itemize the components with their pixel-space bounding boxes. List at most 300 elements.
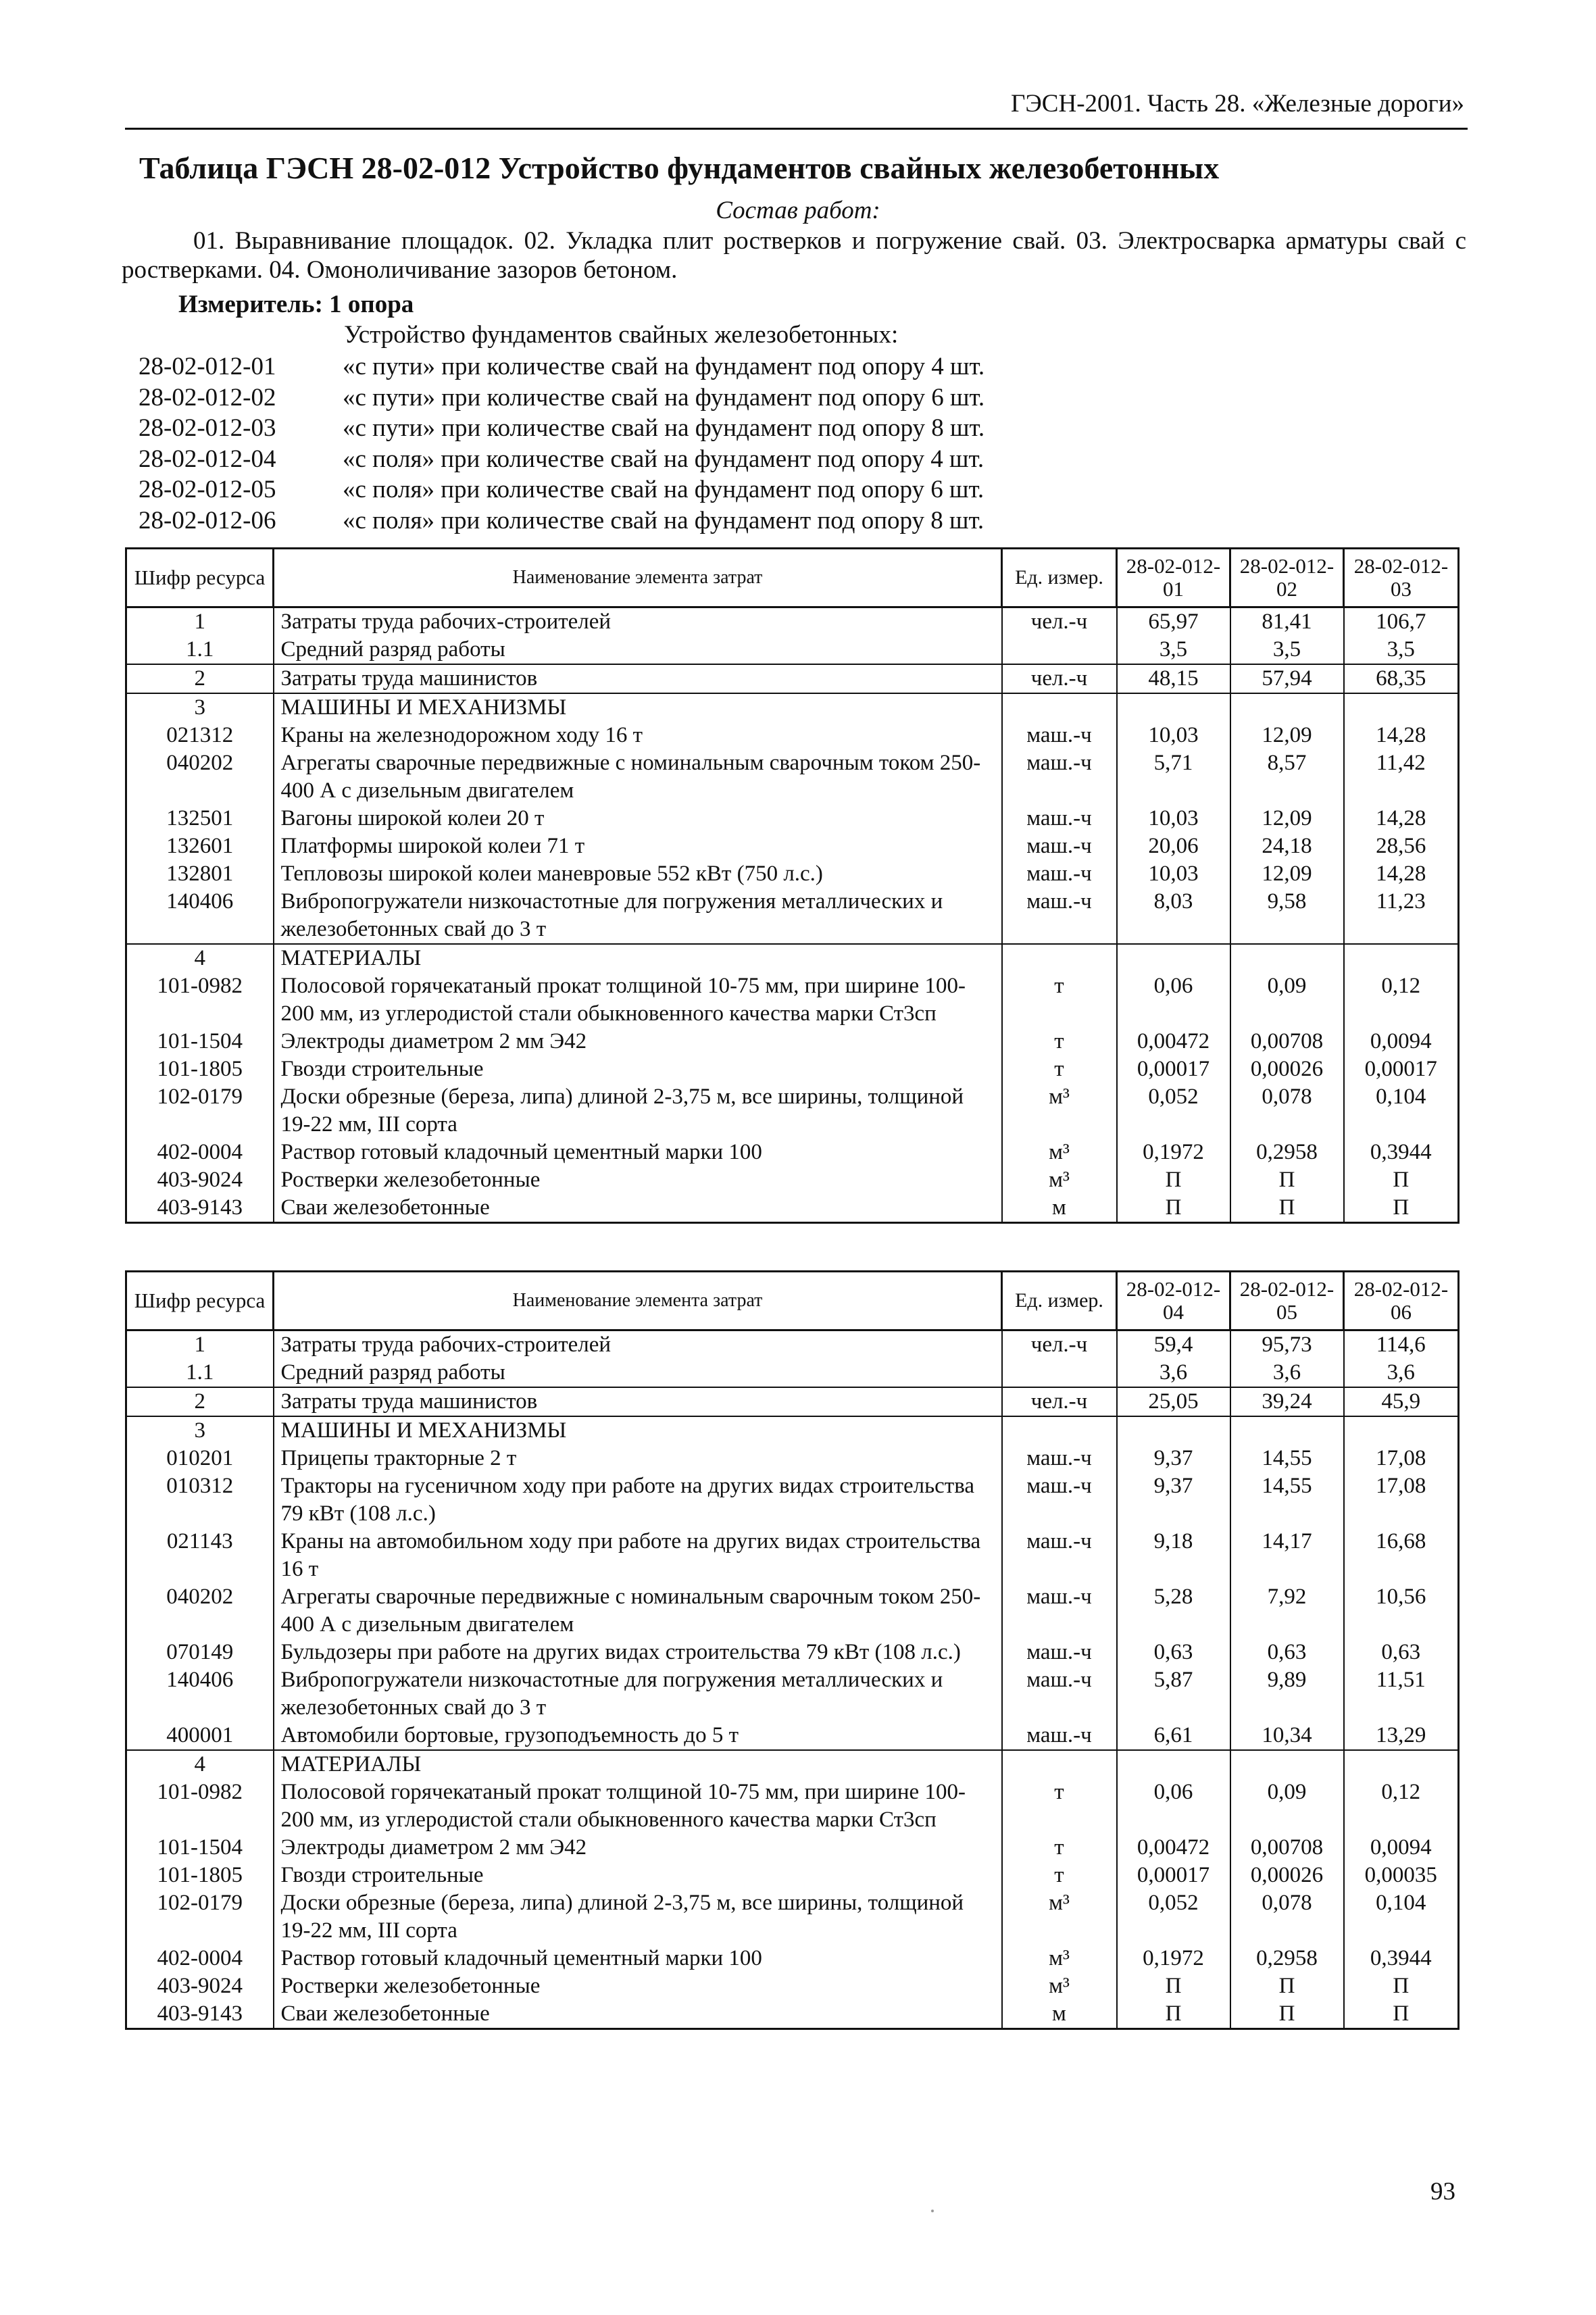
unit-cell: м³ <box>1002 1166 1117 1194</box>
value-cell: П <box>1230 1194 1344 1223</box>
value-cell: П <box>1117 1166 1230 1194</box>
header-unit: Ед. измер. <box>1002 1272 1117 1330</box>
value-cell: 12,09 <box>1230 722 1344 749</box>
table-row <box>126 1194 1459 1223</box>
value-cell: 10,03 <box>1117 805 1230 832</box>
value-cell: 16,68 <box>1344 1528 1459 1583</box>
resource-table-2 <box>125 1270 1460 2030</box>
table-row <box>126 1083 1459 1139</box>
unit-cell: маш.-ч <box>1002 805 1117 832</box>
resource-code-cell: 1.1 <box>126 1359 274 1387</box>
value-cell: 0,052 <box>1117 1083 1230 1139</box>
cost-element-cell: Ростверки железобетонные <box>274 1972 1002 2000</box>
table-row <box>126 944 1459 972</box>
resource-code-cell: 101-0982 <box>126 1778 274 1834</box>
document-header-title: ГЭСН-2001. Часть 28. «Железные дороги» <box>1010 90 1464 118</box>
unit-cell: маш.-ч <box>1002 1639 1117 1666</box>
table-row <box>126 1583 1459 1639</box>
value-cell: 0,078 <box>1230 1889 1344 1945</box>
value-cell: 9,37 <box>1117 1445 1230 1472</box>
value-cell: 10,56 <box>1344 1583 1459 1639</box>
value-cell: 13,29 <box>1344 1722 1459 1750</box>
cost-element-cell: Электроды диаметром 2 мм Э42 <box>274 1028 1002 1055</box>
unit-cell <box>1002 1750 1117 1778</box>
value-cell: 0,63 <box>1344 1639 1459 1666</box>
cost-element-cell: Агрегаты сварочные передвижные с номинальным сварочным током 250-400 А с дизельным двигателем <box>274 1583 1002 1639</box>
cost-element-cell: Электроды диаметром 2 мм Э42 <box>274 1834 1002 1862</box>
table-row <box>126 888 1459 944</box>
cost-element-cell: Средний разряд работы <box>274 1359 1002 1387</box>
header-norm-code: 28-02-012-06 <box>1344 1272 1459 1330</box>
norm-code: 28-02-012-04 <box>139 445 276 473</box>
cost-element-cell: Вагоны широкой колеи 20 т <box>274 805 1002 832</box>
table-row <box>126 1778 1459 1834</box>
table-row <box>126 1387 1459 1416</box>
unit-cell: чел.-ч <box>1002 1387 1117 1416</box>
header-norm-code: 28-02-012-05 <box>1230 1272 1344 1330</box>
resource-code-cell: 2 <box>126 664 274 693</box>
unit-cell: маш.-ч <box>1002 888 1117 944</box>
resource-code-cell: 403-9143 <box>126 2000 274 2029</box>
unit-cell: чел.-ч <box>1002 607 1117 637</box>
header-resource-code: Шифр ресурса <box>126 549 274 607</box>
value-cell: 3,5 <box>1117 636 1230 664</box>
value-cell: 8,03 <box>1117 888 1230 944</box>
table-row <box>126 972 1459 1028</box>
resource-code-cell: 101-1504 <box>126 1834 274 1862</box>
value-cell: 0,104 <box>1344 1889 1459 1945</box>
value-cell <box>1230 693 1344 722</box>
table-row <box>126 1055 1459 1083</box>
norm-code: 28-02-012-03 <box>139 414 276 443</box>
cost-element-cell: Затраты труда машинистов <box>274 1387 1002 1416</box>
value-cell: 3,6 <box>1344 1359 1459 1387</box>
value-cell: П <box>1117 1194 1230 1223</box>
cost-element-cell: Краны на железнодорожном ходу 16 т <box>274 722 1002 749</box>
cost-element-cell: Полосовой горячекатаный прокат толщиной 10-75 мм, при ширине 100-200 мм, из углеродистой стали обыкновенного качества марки Ст3сп <box>274 972 1002 1028</box>
unit-cell <box>1002 1359 1117 1387</box>
norm-description: «с пути» при количестве свай на фундамент под опору 4 шт. <box>343 353 985 381</box>
resource-code-cell: 3 <box>126 693 274 722</box>
unit-cell: чел.-ч <box>1002 1330 1117 1360</box>
table-row <box>126 1889 1459 1945</box>
value-cell: 0,2958 <box>1230 1945 1344 1972</box>
table-row <box>126 1528 1459 1583</box>
table-title: Таблица ГЭСН 28-02-012 Устройство фундаментов свайных железобетонных <box>139 151 1220 185</box>
value-cell: П <box>1117 1972 1230 2000</box>
value-cell <box>1344 944 1459 972</box>
norm-item <box>139 444 984 475</box>
value-cell <box>1344 1750 1459 1778</box>
resource-code-cell: 1 <box>126 607 274 637</box>
value-cell: 0,06 <box>1117 1778 1230 1834</box>
table-row <box>126 860 1459 888</box>
unit-cell: м <box>1002 1194 1117 1223</box>
value-cell: 10,34 <box>1230 1722 1344 1750</box>
table-row <box>126 2000 1459 2029</box>
work-composition-heading: Состав работ: <box>716 197 880 224</box>
value-cell: 114,6 <box>1344 1330 1459 1360</box>
resource-code-cell: 021143 <box>126 1528 274 1583</box>
cost-element-cell: Агрегаты сварочные передвижные с номинальным сварочным током 250-400 А с дизельным двигателем <box>274 749 1002 805</box>
value-cell: 0,1972 <box>1117 1945 1230 1972</box>
value-cell: 81,41 <box>1230 607 1344 637</box>
table-row <box>126 1666 1459 1722</box>
value-cell: П <box>1344 2000 1459 2029</box>
unit-cell: маш.-ч <box>1002 1528 1117 1583</box>
value-cell: 0,09 <box>1230 972 1344 1028</box>
value-cell: 0,00708 <box>1230 1028 1344 1055</box>
value-cell: 0,052 <box>1117 1889 1230 1945</box>
resource-code-cell: 101-1504 <box>126 1028 274 1055</box>
value-cell: 5,87 <box>1117 1666 1230 1722</box>
work-composition-text: 01. Выравнивание площадок. 02. Укладка плит ростверков и погружение свай. 03. Электросварка арматуры свай с ростверками. 04. Омоноличивание зазоров бетоном. <box>122 227 1466 284</box>
value-cell: 0,104 <box>1344 1083 1459 1139</box>
cost-element-cell: Полосовой горячекатаный прокат толщиной 10-75 мм, при ширине 100-200 мм, из углеродистой стали обыкновенного качества марки Ст3сп <box>274 1778 1002 1834</box>
table-row <box>126 1722 1459 1750</box>
cost-element-cell: Доски обрезные (береза, липа) длиной 2-3,75 м, все ширины, толщиной 19-22 мм, III сорта <box>274 1889 1002 1945</box>
value-cell: П <box>1230 2000 1344 2029</box>
header-norm-code: 28-02-012-04 <box>1117 1272 1230 1330</box>
value-cell: 9,89 <box>1230 1666 1344 1722</box>
cost-element-cell: Тепловозы широкой колеи маневровые 552 кВт (750 л.с.) <box>274 860 1002 888</box>
value-cell: 7,92 <box>1230 1583 1344 1639</box>
value-cell: 11,51 <box>1344 1666 1459 1722</box>
resource-code-cell: 2 <box>126 1387 274 1416</box>
unit-cell: маш.-ч <box>1002 1583 1117 1639</box>
value-cell: 0,00017 <box>1117 1055 1230 1083</box>
value-cell: П <box>1344 1194 1459 1223</box>
unit-cell: м <box>1002 2000 1117 2029</box>
measure-unit-label: Измеритель: 1 опора <box>178 291 414 318</box>
unit-cell: м³ <box>1002 1945 1117 1972</box>
unit-cell: т <box>1002 1778 1117 1834</box>
unit-cell: т <box>1002 972 1117 1028</box>
resource-code-cell: 021312 <box>126 722 274 749</box>
unit-cell: т <box>1002 1862 1117 1889</box>
unit-cell <box>1002 636 1117 664</box>
value-cell: 5,71 <box>1117 749 1230 805</box>
cost-element-cell: Гвозди строительные <box>274 1862 1002 1889</box>
table-row <box>126 1330 1459 1360</box>
value-cell: 10,03 <box>1117 860 1230 888</box>
value-cell: 9,18 <box>1117 1528 1230 1583</box>
value-cell: 0,06 <box>1117 972 1230 1028</box>
unit-cell: маш.-ч <box>1002 860 1117 888</box>
unit-cell: маш.-ч <box>1002 722 1117 749</box>
header-norm-code: 28-02-012-03 <box>1344 549 1459 607</box>
resource-code-cell: 102-0179 <box>126 1889 274 1945</box>
value-cell: 0,00017 <box>1344 1055 1459 1083</box>
value-cell: 5,28 <box>1117 1583 1230 1639</box>
resource-code-cell: 102-0179 <box>126 1083 274 1139</box>
table-row <box>126 1945 1459 1972</box>
unit-cell: маш.-ч <box>1002 1722 1117 1750</box>
table-row <box>126 1166 1459 1194</box>
resource-code-cell: 140406 <box>126 1666 274 1722</box>
cost-element-cell: Средний разряд работы <box>274 636 1002 664</box>
norm-code: 28-02-012-01 <box>139 353 276 381</box>
value-cell: 8,57 <box>1230 749 1344 805</box>
value-cell: 12,09 <box>1230 805 1344 832</box>
value-cell: 3,6 <box>1117 1359 1230 1387</box>
norm-item <box>139 382 984 414</box>
table-body <box>126 1330 1459 2029</box>
header-rule <box>125 128 1468 130</box>
value-cell <box>1117 944 1230 972</box>
resource-code-cell: 403-9143 <box>126 1194 274 1223</box>
value-cell: 14,28 <box>1344 805 1459 832</box>
norm-description: «с пути» при количестве свай на фундамент под опору 6 шт. <box>343 383 985 412</box>
value-cell: 0,0094 <box>1344 1028 1459 1055</box>
value-cell <box>1230 1750 1344 1778</box>
resource-code-cell: 1.1 <box>126 636 274 664</box>
table-body <box>126 607 1459 1223</box>
value-cell: 14,28 <box>1344 860 1459 888</box>
value-cell <box>1117 1750 1230 1778</box>
value-cell: 0,63 <box>1230 1639 1344 1666</box>
unit-cell <box>1002 1416 1117 1445</box>
cost-element-cell: Автомобили бортовые, грузоподъемность до 5 т <box>274 1722 1002 1750</box>
value-cell <box>1230 1416 1344 1445</box>
value-cell: 0,00026 <box>1230 1862 1344 1889</box>
value-cell: 14,17 <box>1230 1528 1344 1583</box>
value-cell: 57,94 <box>1230 664 1344 693</box>
cost-element-cell: Бульдозеры при работе на других видах строительства 79 кВт (108 л.с.) <box>274 1639 1002 1666</box>
value-cell: 10,03 <box>1117 722 1230 749</box>
resource-code-cell: 4 <box>126 1750 274 1778</box>
scan-speck <box>931 2210 934 2212</box>
unit-cell: маш.-ч <box>1002 832 1117 860</box>
header-norm-code: 28-02-012-02 <box>1230 549 1344 607</box>
cost-element-cell: Ростверки железобетонные <box>274 1166 1002 1194</box>
resource-code-cell: 010201 <box>126 1445 274 1472</box>
norms-list <box>139 351 984 536</box>
cost-element-cell: МАТЕРИАЛЫ <box>274 1750 1002 1778</box>
norm-code: 28-02-012-05 <box>139 476 276 504</box>
unit-cell: маш.-ч <box>1002 1666 1117 1722</box>
value-cell: 0,00026 <box>1230 1055 1344 1083</box>
value-cell: 14,55 <box>1230 1445 1344 1472</box>
unit-cell: т <box>1002 1834 1117 1862</box>
value-cell: 17,08 <box>1344 1445 1459 1472</box>
cost-element-cell: Доски обрезные (береза, липа) длиной 2-3,75 м, все ширины, толщиной 19-22 мм, III сорта <box>274 1083 1002 1139</box>
resource-code-cell: 402-0004 <box>126 1945 274 1972</box>
cost-element-cell: Раствор готовый кладочный цементный марки 100 <box>274 1945 1002 1972</box>
unit-cell <box>1002 693 1117 722</box>
resource-code-cell: 140406 <box>126 888 274 944</box>
norm-item <box>139 351 984 382</box>
table-row <box>126 805 1459 832</box>
unit-cell <box>1002 944 1117 972</box>
value-cell: 0,3944 <box>1344 1945 1459 1972</box>
value-cell: 68,35 <box>1344 664 1459 693</box>
table-row <box>126 607 1459 637</box>
resource-code-cell: 101-1805 <box>126 1055 274 1083</box>
table-row <box>126 1834 1459 1862</box>
norm-description: «с поля» при количестве свай на фундамент под опору 8 шт. <box>343 506 984 534</box>
norm-description: «с поля» при количестве свай на фундамент под опору 4 шт. <box>343 445 984 473</box>
table-row <box>126 636 1459 664</box>
resource-code-cell: 010312 <box>126 1472 274 1528</box>
resource-code-cell: 403-9024 <box>126 1166 274 1194</box>
unit-cell: маш.-ч <box>1002 749 1117 805</box>
value-cell: 0,078 <box>1230 1083 1344 1139</box>
value-cell: 0,00472 <box>1117 1834 1230 1862</box>
table-row <box>126 832 1459 860</box>
header-norm-code: 28-02-012-01 <box>1117 549 1230 607</box>
unit-cell: м³ <box>1002 1083 1117 1139</box>
value-cell: 45,9 <box>1344 1387 1459 1416</box>
value-cell: 9,37 <box>1117 1472 1230 1528</box>
cost-element-cell: МАШИНЫ И МЕХАНИЗМЫ <box>274 1416 1002 1445</box>
cost-element-cell: МАТЕРИАЛЫ <box>274 944 1002 972</box>
value-cell: 28,56 <box>1344 832 1459 860</box>
table-row <box>126 1416 1459 1445</box>
cost-element-cell: Прицепы тракторные 2 т <box>274 1445 1002 1472</box>
resource-code-cell: 402-0004 <box>126 1139 274 1166</box>
value-cell <box>1344 693 1459 722</box>
unit-cell: м³ <box>1002 1972 1117 2000</box>
resource-code-cell: 040202 <box>126 1583 274 1639</box>
value-cell <box>1117 1416 1230 1445</box>
table-row <box>126 1972 1459 2000</box>
norm-item <box>139 413 984 444</box>
value-cell: 59,4 <box>1117 1330 1230 1360</box>
value-cell: 14,55 <box>1230 1472 1344 1528</box>
unit-cell: т <box>1002 1055 1117 1083</box>
value-cell: П <box>1344 1972 1459 2000</box>
value-cell: 0,00708 <box>1230 1834 1344 1862</box>
value-cell: 0,12 <box>1344 972 1459 1028</box>
value-cell: 20,06 <box>1117 832 1230 860</box>
value-cell: П <box>1344 1166 1459 1194</box>
norm-description: «с поля» при количестве свай на фундамент под опору 6 шт. <box>343 476 984 504</box>
unit-cell: м³ <box>1002 1139 1117 1166</box>
value-cell: 0,00472 <box>1117 1028 1230 1055</box>
value-cell: 11,23 <box>1344 888 1459 944</box>
cost-element-cell: Затраты труда рабочих-строителей <box>274 1330 1002 1360</box>
table-row <box>126 722 1459 749</box>
norm-code: 28-02-012-02 <box>139 383 276 412</box>
value-cell: 48,15 <box>1117 664 1230 693</box>
table-row <box>126 1139 1459 1166</box>
resource-code-cell: 403-9024 <box>126 1972 274 2000</box>
table-row <box>126 693 1459 722</box>
resource-code-cell: 101-1805 <box>126 1862 274 1889</box>
value-cell: 25,05 <box>1117 1387 1230 1416</box>
unit-cell: м³ <box>1002 1889 1117 1945</box>
resource-code-cell: 4 <box>126 944 274 972</box>
resource-code-cell: 1 <box>126 1330 274 1360</box>
cost-element-cell: Вибропогружатели низкочастотные для погружения металлических и железобетонных свай до 3 т <box>274 1666 1002 1722</box>
value-cell: 106,7 <box>1344 607 1459 637</box>
table-row <box>126 1750 1459 1778</box>
value-cell <box>1230 944 1344 972</box>
table-row <box>126 1445 1459 1472</box>
value-cell: 14,28 <box>1344 722 1459 749</box>
resource-code-cell: 101-0982 <box>126 972 274 1028</box>
value-cell: 3,5 <box>1344 636 1459 664</box>
cost-element-cell: МАШИНЫ И МЕХАНИЗМЫ <box>274 693 1002 722</box>
header-resource-code: Шифр ресурса <box>126 1272 274 1330</box>
value-cell: 0,0094 <box>1344 1834 1459 1862</box>
norm-description: «с пути» при количестве свай на фундамент под опору 8 шт. <box>343 414 985 443</box>
value-cell: 6,61 <box>1117 1722 1230 1750</box>
value-cell: 0,3944 <box>1344 1139 1459 1166</box>
cost-element-cell: Затраты труда рабочих-строителей <box>274 607 1002 637</box>
value-cell: 17,08 <box>1344 1472 1459 1528</box>
norm-item <box>139 505 984 537</box>
table-row <box>126 1359 1459 1387</box>
header-cost-element: Наименование элемента затрат <box>274 1272 1002 1330</box>
value-cell: П <box>1230 1166 1344 1194</box>
table-row <box>126 1862 1459 1889</box>
value-cell: 0,00017 <box>1117 1862 1230 1889</box>
norms-heading: Устройство фундаментов свайных железобетонных: <box>344 321 899 349</box>
table-row <box>126 749 1459 805</box>
cost-element-cell: Вибропогружатели низкочастотные для погружения металлических и железобетонных свай до 3 т <box>274 888 1002 944</box>
page-number: 93 <box>1430 2178 1455 2206</box>
table-row <box>126 1472 1459 1528</box>
value-cell <box>1117 693 1230 722</box>
cost-element-cell: Тракторы на гусеничном ходу при работе на других видах строительства 79 кВт (108 л.с.) <box>274 1472 1002 1528</box>
value-cell: П <box>1230 1972 1344 2000</box>
cost-element-cell: Затраты труда машинистов <box>274 664 1002 693</box>
value-cell: 3,6 <box>1230 1359 1344 1387</box>
resource-table-1 <box>125 547 1460 1224</box>
unit-cell: маш.-ч <box>1002 1445 1117 1472</box>
value-cell: 24,18 <box>1230 832 1344 860</box>
cost-element-cell: Раствор готовый кладочный цементный марки 100 <box>274 1139 1002 1166</box>
value-cell: 95,73 <box>1230 1330 1344 1360</box>
value-cell: П <box>1117 2000 1230 2029</box>
unit-cell: маш.-ч <box>1002 1472 1117 1528</box>
unit-cell: чел.-ч <box>1002 664 1117 693</box>
table-row <box>126 1639 1459 1666</box>
cost-element-cell: Гвозди строительные <box>274 1055 1002 1083</box>
value-cell <box>1344 1416 1459 1445</box>
norm-code: 28-02-012-06 <box>139 506 276 534</box>
resource-code-cell: 3 <box>126 1416 274 1445</box>
norm-item <box>139 474 984 505</box>
value-cell: 0,2958 <box>1230 1139 1344 1166</box>
value-cell: 0,00035 <box>1344 1862 1459 1889</box>
resource-code-cell: 400001 <box>126 1722 274 1750</box>
value-cell: 39,24 <box>1230 1387 1344 1416</box>
value-cell: 3,5 <box>1230 636 1344 664</box>
cost-element-cell: Краны на автомобильном ходу при работе на других видах строительства 16 т <box>274 1528 1002 1583</box>
cost-element-cell: Сваи железобетонные <box>274 2000 1002 2029</box>
unit-cell: т <box>1002 1028 1117 1055</box>
header-cost-element: Наименование элемента затрат <box>274 549 1002 607</box>
resource-code-cell: 132601 <box>126 832 274 860</box>
value-cell: 0,1972 <box>1117 1139 1230 1166</box>
table-row <box>126 664 1459 693</box>
value-cell: 0,63 <box>1117 1639 1230 1666</box>
value-cell: 65,97 <box>1117 607 1230 637</box>
cost-element-cell: Сваи железобетонные <box>274 1194 1002 1223</box>
value-cell: 0,12 <box>1344 1778 1459 1834</box>
value-cell: 0,09 <box>1230 1778 1344 1834</box>
value-cell: 11,42 <box>1344 749 1459 805</box>
resource-code-cell: 132501 <box>126 805 274 832</box>
value-cell: 12,09 <box>1230 860 1344 888</box>
value-cell: 9,58 <box>1230 888 1344 944</box>
resource-code-cell: 040202 <box>126 749 274 805</box>
cost-element-cell: Платформы широкой колеи 71 т <box>274 832 1002 860</box>
header-unit: Ед. измер. <box>1002 549 1117 607</box>
